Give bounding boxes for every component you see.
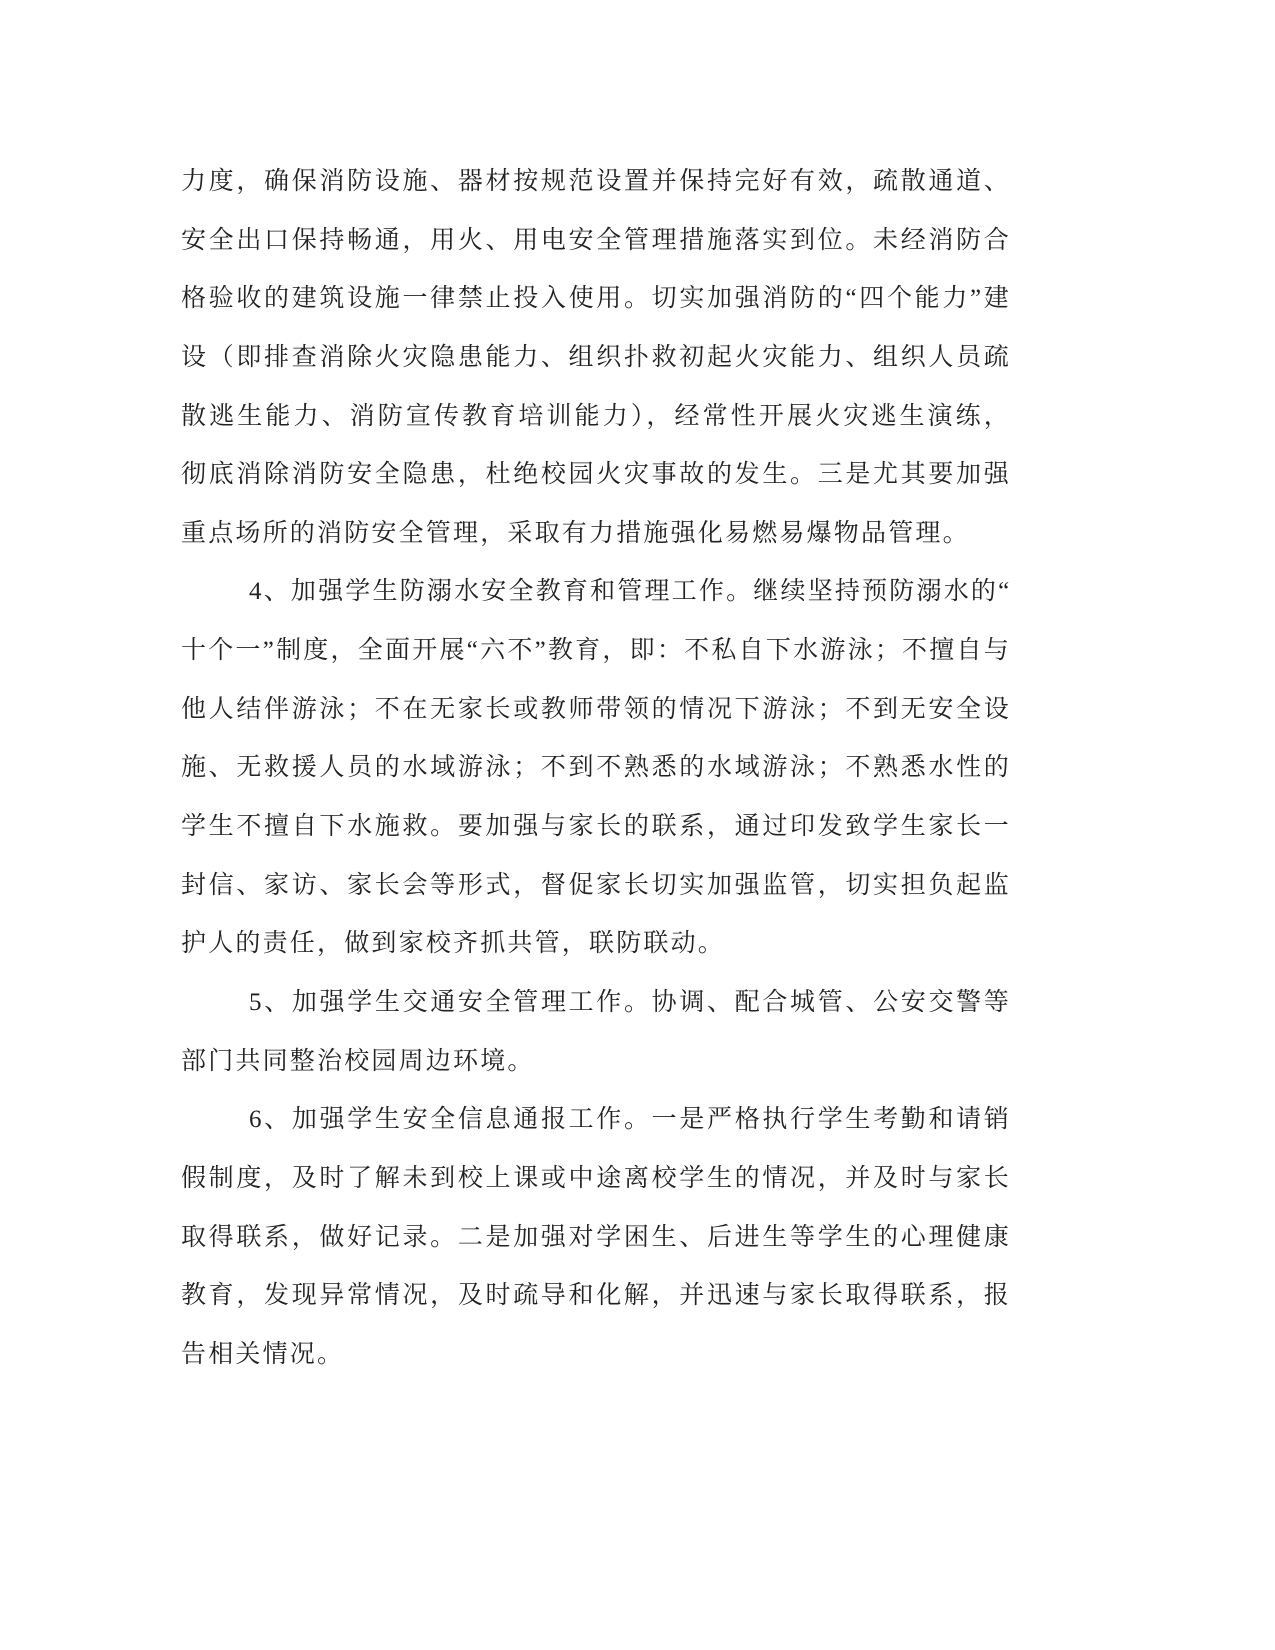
paragraph-item-4 [181, 563, 1011, 973]
text-line: 设（即排查消除火灾隐患能力、组织扑救初起火灾能力、组织人员疏 [181, 343, 1011, 371]
text-line: 封信、家访、家长会等形式，督促家长切实加强监管，切实担负起监 [181, 871, 1011, 899]
text-line: 他人结伴游泳；不在无家长或教师带领的情况下游泳；不到无安全设 [181, 695, 1011, 723]
paragraph-item-5 [181, 974, 1011, 1091]
text-line: 安全出口保持畅通，用火、用电安全管理措施落实到位。未经消防合 [181, 226, 1011, 254]
text-line: 施、无救援人员的水域游泳；不到不熟悉的水域游泳；不熟悉水性的 [181, 754, 1011, 782]
text-line: 4、加强学生防溺水安全教育和管理工作。继续坚持预防溺水的“ [249, 578, 1012, 606]
text-line: 格验收的建筑设施一律禁止投入使用。切实加强消防的“四个能力”建 [181, 285, 1011, 313]
paragraph-fire-safety-continued [181, 153, 1011, 563]
text-line: 部门共同整治校园周边环境。 [181, 1047, 535, 1075]
text-line: 6、加强学生安全信息通报工作。一是严格执行学生考勤和请销 [249, 1106, 1011, 1134]
text-line: 散逃生能力、消防宣传教育培训能力），经常性开展火灾逃生演练， [181, 402, 1011, 430]
text-line: 彻底消除消防安全隐患，杜绝校园火灾事故的发生。三是尤其要加强 [181, 461, 1011, 489]
text-line: 力度，确保消防设施、器材按规范设置并保持完好有效，疏散通道、 [181, 168, 1011, 195]
text-line: 重点场所的消防安全管理，采取有力措施强化易燃易爆物品管理。 [181, 519, 970, 547]
text-line: 假制度，及时了解未到校上课或中途离校学生的情况，并及时与家长 [181, 1164, 1011, 1192]
paragraph-item-6 [181, 1091, 1011, 1384]
text-line: 告相关情况。 [181, 1340, 345, 1368]
text-line: 十个一”制度，全面开展“六不”教育，即：不私自下水游泳；不擅自与 [181, 637, 1011, 665]
text-line: 取得联系，做好记录。二是加强对学困生、后进生等学生的心理健康 [181, 1223, 1011, 1251]
body-text [181, 153, 1011, 1384]
text-line: 教育，发现异常情况，及时疏导和化解，并迅速与家长取得联系，报 [181, 1282, 1011, 1310]
text-line: 护人的责任，做到家校齐抓共管，联防联动。 [181, 930, 726, 958]
text-line: 学生不擅自下水施救。要加强与家长的联系，通过印发致学生家长一 [181, 813, 1011, 841]
text-line: 5、加强学生交通安全管理工作。协调、配合城管、公安交警等 [249, 988, 1011, 1016]
